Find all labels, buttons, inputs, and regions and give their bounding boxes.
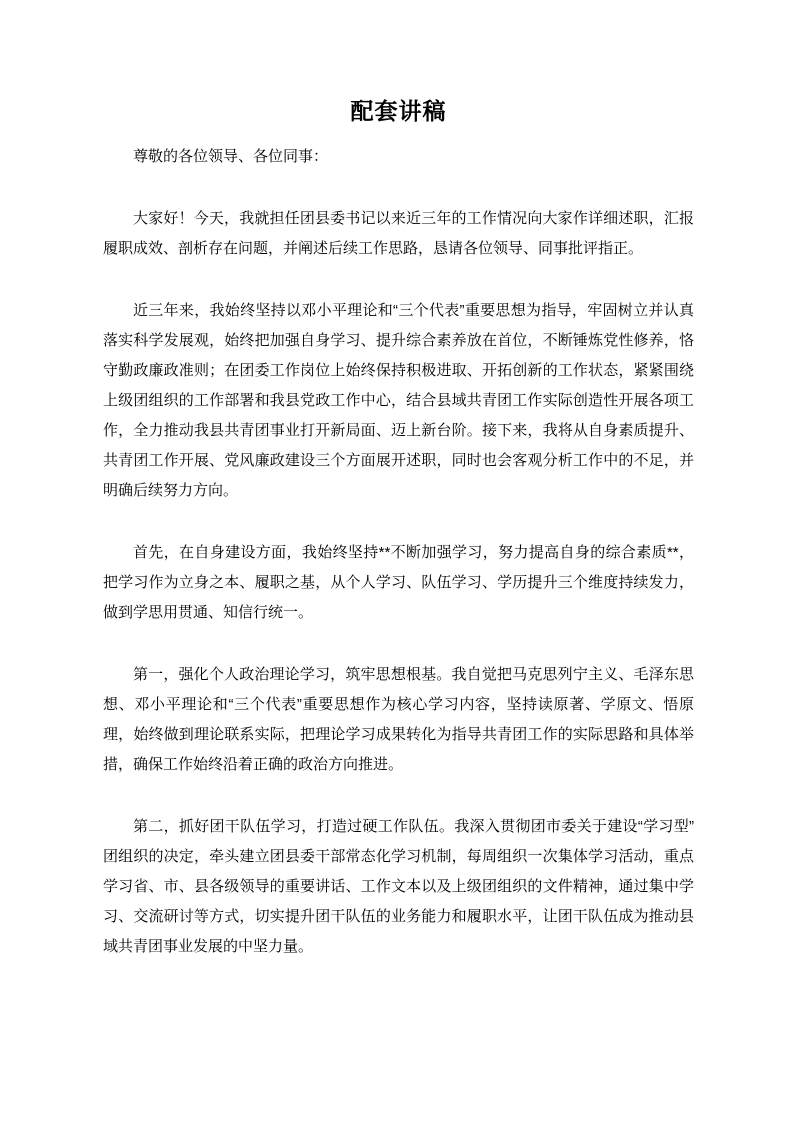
paragraph-first-point: 第一，强化个人政治理论学习，筑牢思想根基。我自觉把马克思列宁主义、毛泽东思想、邓小平理论和“三个代表”重要思想作为核心学习内容，坚持读原著、学原文、悟原理，始终做到理论联系实际，把理论学习成果转化为指导共青团工作的实际思路和具体举措，确保工作始终沿着正确的政治方向推进。 <box>103 666 694 773</box>
document-title: 配套讲稿 <box>350 98 447 124</box>
paragraph-self-building: 首先，在自身建设方面，我始终坚持**不断加强学习，努力提高自身的综合素质**，把学习作为立身之本、履职之基，从个人学习、队伍学习、学历提升三个维度持续发力，做到学思用贯通、知信行统一。 <box>103 544 694 621</box>
paragraph-second-point: 第二，抓好团干队伍学习，打造过硬工作队伍。我深入贯彻团市委关于建设“学习型”团组织的决定，牵头建立团县委干部常态化学习机制，每周组织一次集体学习活动，重点学习省、市、县各级领导的重要讲话、工作文本以及上级团组织的文件精神，通过集中学习、交流研讨等方式，切实提升团干队伍的业务能力和履职水平，让团干队伍成为推动县域共青团事业发展的中坚力量。 <box>103 818 694 955</box>
paragraph-overview: 近三年来，我始终坚持以邓小平理论和“三个代表”重要思想为指导，牢固树立并认真落实科学发展观，始终把加强自身学习、提升综合素养放在首位，不断锤炼党性修养，恪守勤政廉政准则；在团委工作岗位上始终保持积极进取、开拓创新的工作状态，紧紧围绕上级团组织的工作部署和我县党政工作中心，结合县域共青团工作实际创造性开展各项工作，全力推动我县共青团事业打开新局面、迈上新台阶。接下来，我将从自身素质提升、共青团工作开展、党风廉政建设三个方面展开述职，同时也会客观分析工作中的不足，并明确后续努力方向。 <box>103 302 694 499</box>
paragraph-opening: 大家好！今天，我就担任团县委书记以来近三年的工作情况向大家作详细述职，汇报履职成效、剖析存在问题，并阐述后续工作思路，恳请各位领导、同事批评指正。 <box>103 210 694 257</box>
greeting-line: 尊敬的各位领导、各位同事： <box>133 148 329 165</box>
